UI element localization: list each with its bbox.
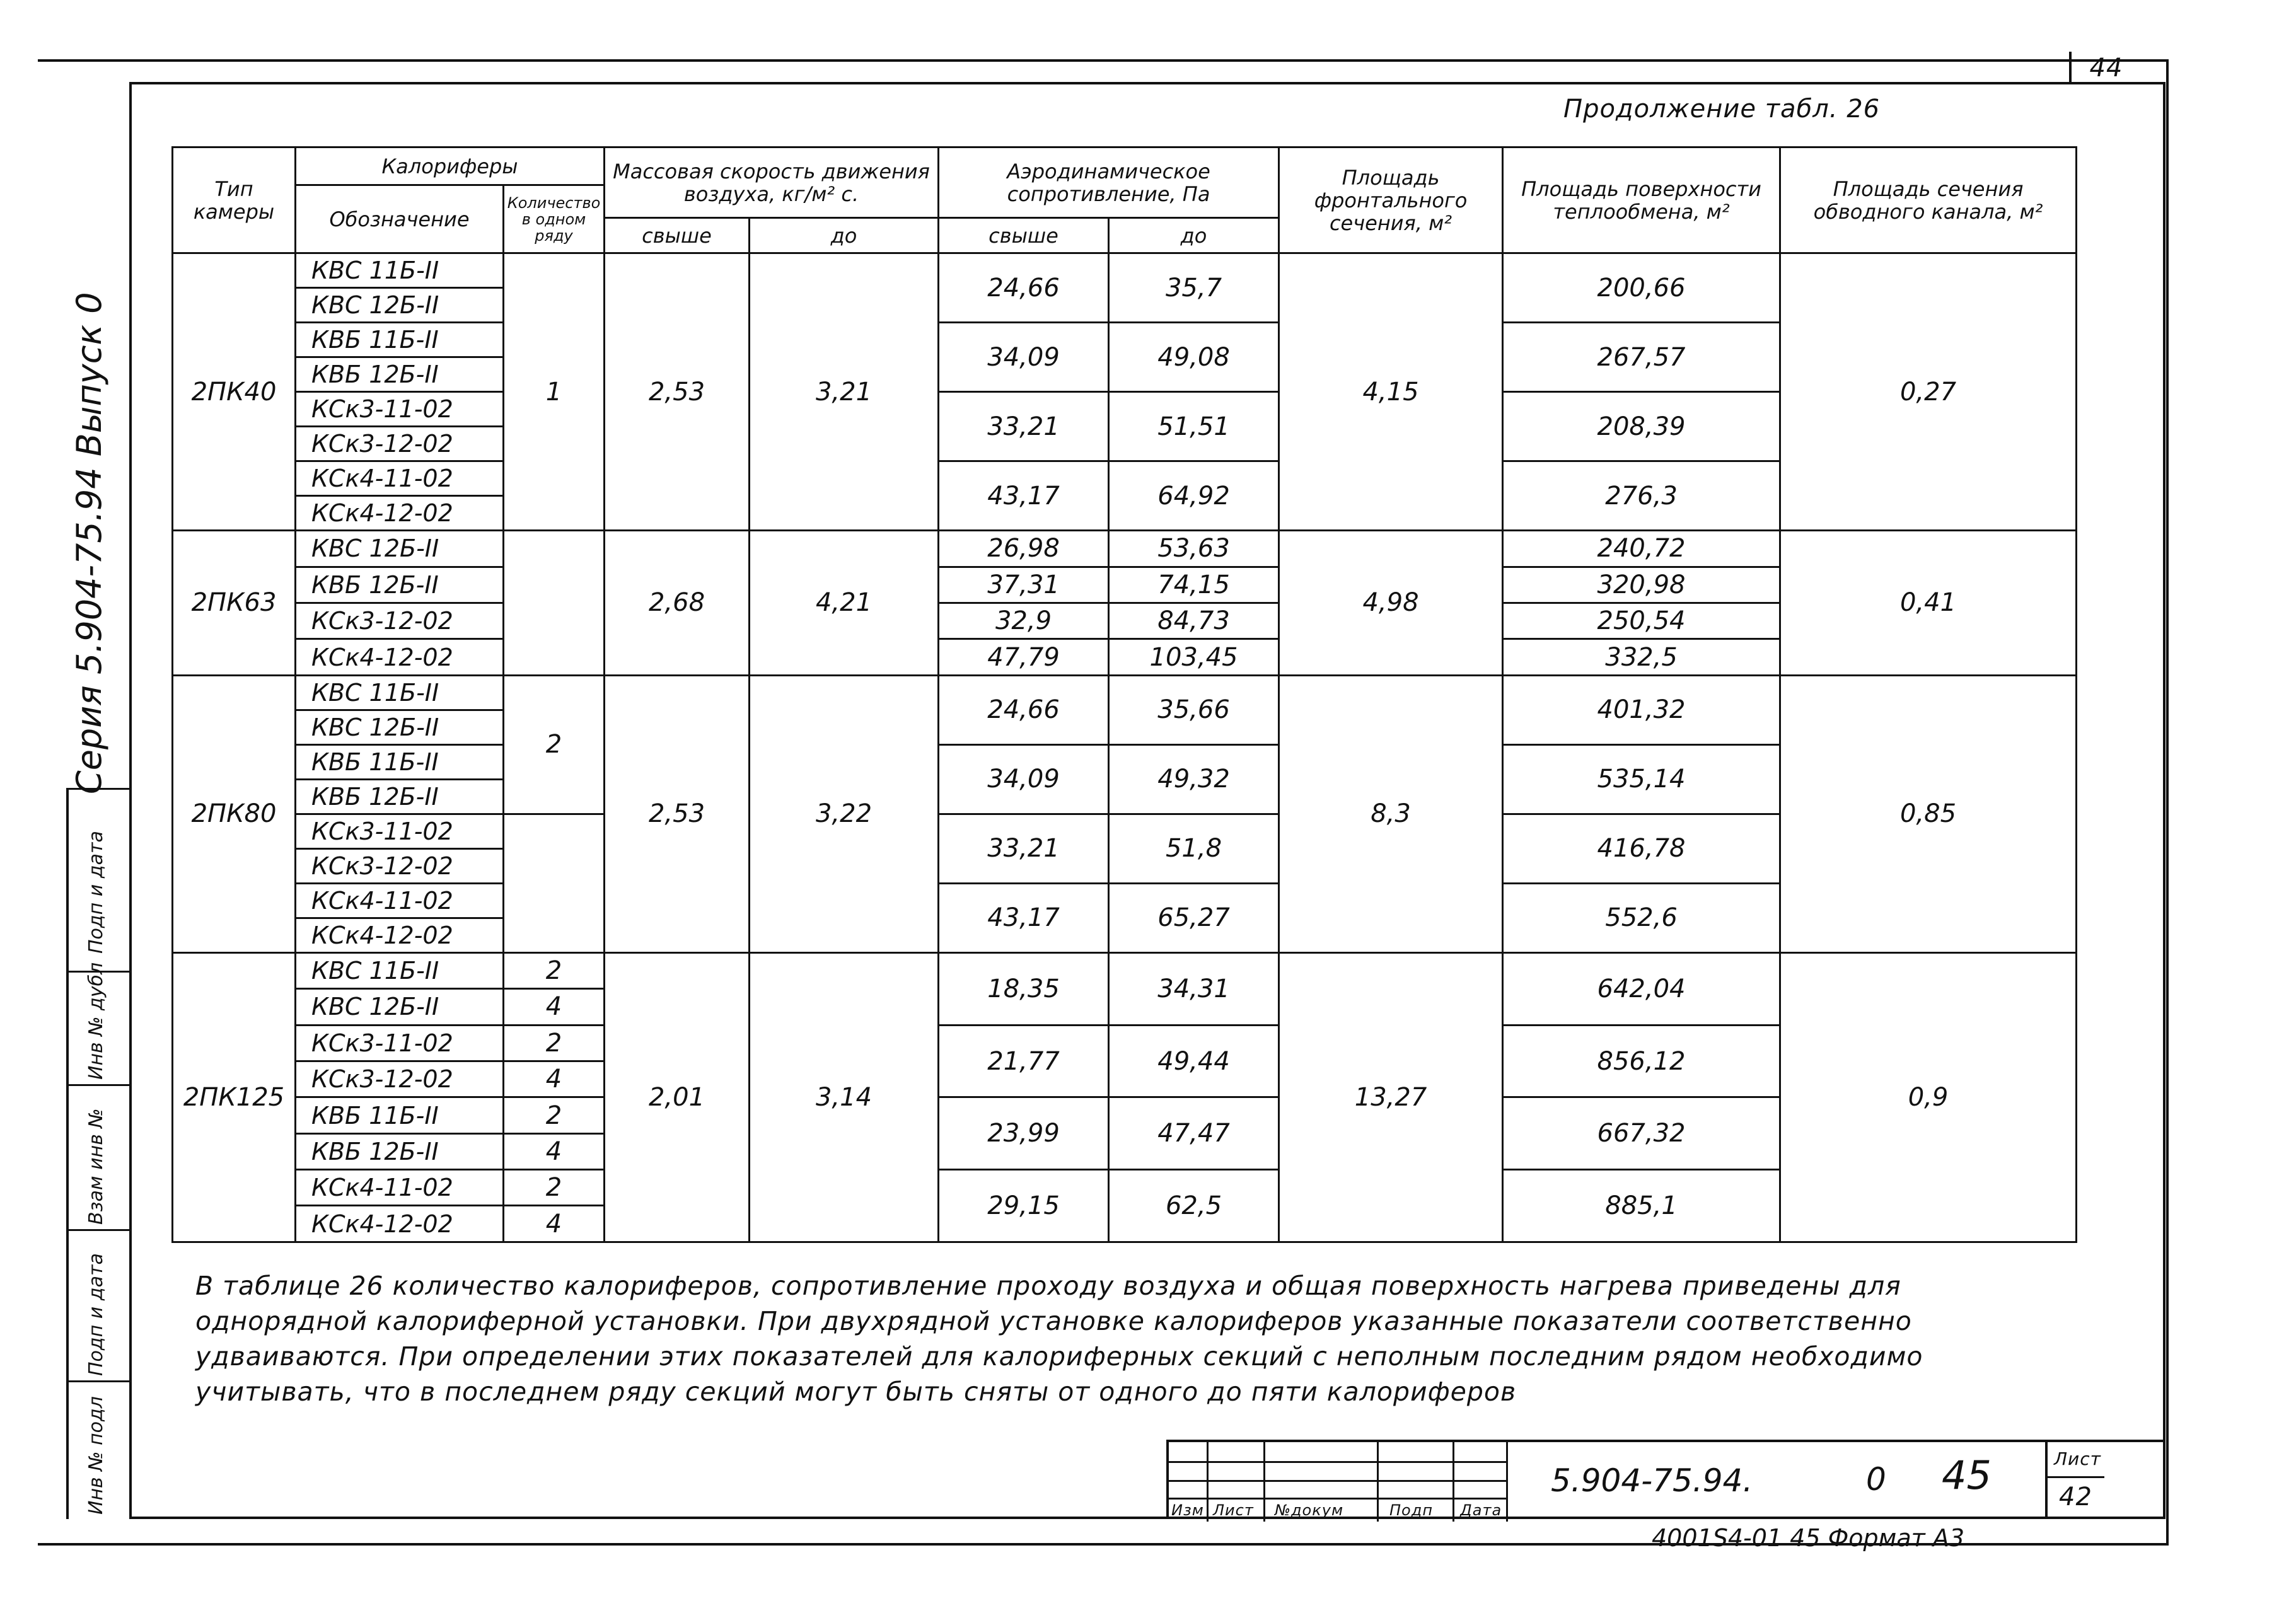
sheet-box: [2045, 1440, 2102, 1519]
exchange-area: 240,72: [1503, 531, 1780, 567]
tb-col-line: [1506, 1442, 1508, 1522]
heater-designation: КСк3-12-02: [296, 427, 504, 461]
aero-above: 29,15: [939, 1170, 1109, 1242]
tb-col-label: Подп: [1389, 1501, 1434, 1519]
heater-designation: КВС 11Б-II: [296, 675, 504, 710]
format-stamp: 4001S4-01 45 Формат А3: [1652, 1524, 1965, 1552]
strip-cell: [66, 788, 129, 971]
header-aero-resistance: Аэродинамическое сопротивление, Па: [939, 147, 1279, 218]
group-type: 2ПК40: [173, 253, 296, 531]
heater-designation: КВБ 11Б-II: [296, 1097, 504, 1133]
heater-designation: КВС 12Б-II: [296, 531, 504, 567]
group-count: 2: [504, 675, 605, 814]
aero-above: 34,09: [939, 744, 1109, 814]
speed-above: 2,53: [605, 253, 750, 531]
aero-above: 32,9: [939, 603, 1109, 639]
aero-above: 24,66: [939, 675, 1109, 744]
exchange-area: 535,14: [1503, 744, 1780, 814]
exchange-area: 267,57: [1503, 323, 1780, 392]
aero-upto: 64,92: [1109, 461, 1279, 531]
exchange-area: 552,6: [1503, 883, 1780, 952]
exchange-area: 208,39: [1503, 392, 1780, 461]
heater-designation: КВС 12Б-II: [296, 288, 504, 323]
tb-col-line: [1452, 1442, 1454, 1522]
page-number-top: 44: [2069, 52, 2141, 84]
speed-upto: 3,22: [750, 675, 939, 952]
header-heaters: Калориферы: [296, 147, 605, 185]
heater-designation: КВС 12Б-II: [296, 710, 504, 744]
handwritten-sheet-number: 45: [1942, 1452, 1992, 1498]
aero-above: 26,98: [939, 531, 1109, 567]
aero-upto: 84,73: [1109, 603, 1279, 639]
bypass-area: 0,41: [1780, 531, 2077, 675]
aero-above: 37,31: [939, 567, 1109, 603]
aero-upto: 47,47: [1109, 1097, 1279, 1170]
front-area: 8,3: [1279, 675, 1503, 952]
group-count: 1: [504, 253, 605, 531]
tb-col-label: Изм: [1171, 1501, 1204, 1519]
aero-above: 23,99: [939, 1097, 1109, 1170]
speed-above: 2,68: [605, 531, 750, 675]
header-type: Тип камеры: [173, 147, 296, 253]
speed-above: 2,53: [605, 675, 750, 952]
exchange-area: 332,5: [1503, 639, 1780, 675]
heater-designation: КСк3-11-02: [296, 814, 504, 848]
aero-above: 21,77: [939, 1025, 1109, 1097]
tb-col-line: [1377, 1442, 1379, 1522]
aero-upto: 103,45: [1109, 639, 1279, 675]
heater-designation: КВС 11Б-II: [296, 952, 504, 988]
speed-upto: 3,14: [750, 952, 939, 1242]
heater-designation: КВБ 12Б-II: [296, 779, 504, 814]
strip-cell: [66, 1380, 129, 1519]
group-count-empty: [504, 814, 605, 952]
heater-designation: КСк4-11-02: [296, 883, 504, 918]
heater-designation: КСк3-11-02: [296, 1025, 504, 1061]
group-type: 2ПК125: [173, 952, 296, 1242]
bypass-area: 0,85: [1780, 675, 2077, 952]
sheet-number: 42: [2059, 1483, 2092, 1511]
speed-above: 2,01: [605, 952, 750, 1242]
heater-designation: КВБ 12Б-II: [296, 1133, 504, 1169]
header-aero-upto: до: [1109, 218, 1279, 253]
header-aero-above: свыше: [939, 218, 1109, 253]
header-designation: Обозначение: [296, 185, 504, 253]
heater-designation: КВС 11Б-II: [296, 253, 504, 288]
heater-count: 2: [504, 1170, 605, 1206]
aero-above: 33,21: [939, 814, 1109, 883]
sheet-label: Лист: [2054, 1448, 2101, 1469]
heater-designation: КСк3-12-02: [296, 848, 504, 883]
tb-col-label: №докум: [1275, 1501, 1344, 1519]
front-area: 13,27: [1279, 952, 1503, 1242]
heater-count: 2: [504, 952, 605, 988]
exchange-area: 250,54: [1503, 603, 1780, 639]
heater-designation: КСк3-12-02: [296, 603, 504, 639]
exchange-area: 320,98: [1503, 567, 1780, 603]
front-area: 4,15: [1279, 253, 1503, 531]
heater-designation: КВБ 11Б-II: [296, 323, 504, 357]
heater-designation: КСк3-12-02: [296, 1061, 504, 1097]
heaters-table: [171, 146, 2075, 1243]
heater-designation: КВС 12Б-II: [296, 989, 504, 1025]
heater-designation: КВБ 12Б-II: [296, 567, 504, 603]
aero-upto: 49,08: [1109, 323, 1279, 392]
exchange-area: 276,3: [1503, 461, 1780, 531]
group-count: [504, 531, 605, 675]
strip-label: Подп и дата: [85, 831, 107, 954]
issue-number: 0: [1866, 1461, 1886, 1498]
strip-cell: [66, 1229, 129, 1380]
aero-upto: 34,31: [1109, 952, 1279, 1025]
aero-upto: 74,15: [1109, 567, 1279, 603]
exchange-area: 856,12: [1503, 1025, 1780, 1097]
heater-count: 2: [504, 1097, 605, 1133]
header-count: Количество в одном ряду: [504, 185, 605, 253]
heater-designation: КСк4-12-02: [296, 918, 504, 952]
heater-designation: КСк4-11-02: [296, 461, 504, 496]
tb-row-line: [1169, 1461, 1506, 1463]
aero-upto: 35,7: [1109, 253, 1279, 323]
aero-upto: 49,32: [1109, 744, 1279, 814]
strip-label: Подп и дата: [85, 1253, 107, 1376]
heater-count: 4: [504, 1133, 605, 1169]
aero-above: 24,66: [939, 253, 1109, 323]
tb-row-line: [1169, 1480, 1506, 1482]
tb-col-line: [1207, 1442, 1209, 1522]
header-speed-upto: до: [750, 218, 939, 253]
bypass-area: 0,9: [1780, 952, 2077, 1242]
exchange-area: 416,78: [1503, 814, 1780, 883]
speed-upto: 3,21: [750, 253, 939, 531]
aero-above: 18,35: [939, 952, 1109, 1025]
aero-above: 43,17: [939, 883, 1109, 952]
strip-cell: [66, 962, 129, 1084]
aero-upto: 35,66: [1109, 675, 1279, 744]
strip-label: Инв № дубл: [85, 962, 107, 1080]
aero-upto: 62,5: [1109, 1170, 1279, 1242]
header-speed-above: свыше: [605, 218, 750, 253]
tb-row-line: [1169, 1498, 1506, 1500]
aero-upto: 49,44: [1109, 1025, 1279, 1097]
heater-designation: КВБ 12Б-II: [296, 357, 504, 392]
aero-upto: 65,27: [1109, 883, 1279, 952]
aero-above: 33,21: [939, 392, 1109, 461]
sheet-box-divider: [2048, 1476, 2104, 1478]
exchange-area: 642,04: [1503, 952, 1780, 1025]
header-front-area: Площадь фронтального сечения, м²: [1279, 147, 1503, 253]
right-rule: [2166, 59, 2169, 1546]
group-type: 2ПК63: [173, 531, 296, 675]
heater-count: 4: [504, 1206, 605, 1242]
speed-upto: 4,21: [750, 531, 939, 675]
tb-col-label: Дата: [1460, 1501, 1502, 1519]
strip-label: Инв № подл: [85, 1396, 107, 1515]
header-exchange-area: Площадь поверхности теплообмена, м²: [1503, 147, 1780, 253]
group-type: 2ПК80: [173, 675, 296, 952]
bypass-area: 0,27: [1780, 253, 2077, 531]
aero-upto: 51,51: [1109, 392, 1279, 461]
continuation-title: Продолжение табл. 26: [1563, 95, 1881, 124]
heater-designation: КСк3-11-02: [296, 392, 504, 427]
front-area: 4,98: [1279, 531, 1503, 675]
heater-designation: КСк4-12-02: [296, 496, 504, 531]
aero-upto: 53,63: [1109, 531, 1279, 567]
heater-designation: КСк4-12-02: [296, 1206, 504, 1242]
side-series-label: Серия 5.904-75.94 Выпуск 0: [69, 292, 109, 794]
heater-count: 4: [504, 989, 605, 1025]
exchange-area: 401,32: [1503, 675, 1780, 744]
exchange-area: 667,32: [1503, 1097, 1780, 1170]
aero-upto: 51,8: [1109, 814, 1279, 883]
top-rule: [38, 59, 2169, 62]
heater-count: 4: [504, 1061, 605, 1097]
document-code: 5.904-75.94.: [1551, 1462, 1753, 1499]
tb-col-label: Лист: [1213, 1501, 1254, 1519]
strip-label: Взам инв №: [85, 1108, 107, 1225]
strip-cell: [66, 1084, 129, 1229]
exchange-area: 200,66: [1503, 253, 1780, 323]
header-mass-speed: Массовая скорость движения воздуха, кг/м² с.: [605, 147, 939, 218]
header-bypass-area: Площадь сечения обводного канала, м²: [1780, 147, 2077, 253]
heater-count: 2: [504, 1025, 605, 1061]
heater-designation: КСк4-12-02: [296, 639, 504, 675]
table-note: В таблице 26 количество калориферов, сопротивление проходу воздуха и общая поверхность нагрева приведены для однорядной калориферной установки. При двухрядной установке калориферов указанные показатели соответственно удваиваются. При определении этих показателей для калориферных секций с неполным последним рядом необходимо учитывать, что в последнем ряду секций могут быть сняты от одного до пяти калориферов: [195, 1271, 1923, 1407]
aero-above: 47,79: [939, 639, 1109, 675]
heater-designation: КВБ 11Б-II: [296, 744, 504, 779]
heater-designation: КСк4-11-02: [296, 1170, 504, 1206]
aero-above: 34,09: [939, 323, 1109, 392]
exchange-area: 885,1: [1503, 1170, 1780, 1242]
aero-above: 43,17: [939, 461, 1109, 531]
side-stamp-strip: [66, 788, 129, 1519]
tb-col-line: [1263, 1442, 1265, 1522]
